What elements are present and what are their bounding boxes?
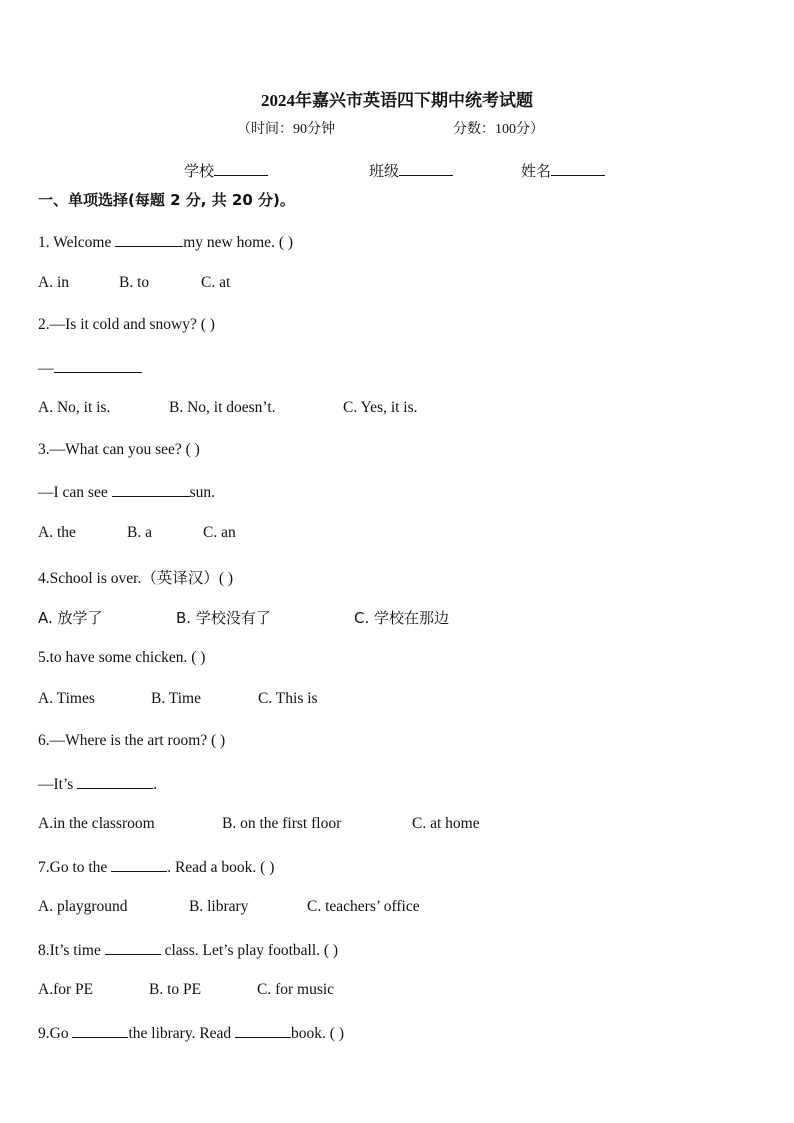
question-3 [38,441,200,459]
question-6-answer [38,774,157,794]
question-5-options [38,690,318,708]
option-a[interactable]: A. playground [38,898,128,915]
page-title: 2024年嘉兴市英语四下期中统考试题 [261,91,533,110]
school-field: 学校 [184,160,268,181]
option-c[interactable]: C. at home [412,815,480,832]
question-stem: 7.Go to the [38,859,108,876]
option-a[interactable]: A. in [38,274,69,291]
question-8 [38,940,338,960]
option-c[interactable]: C. at [201,274,231,291]
answer-prefix: —It’s [38,776,74,793]
answer-suffix: sun. [189,484,216,501]
name-field: 姓名 [521,160,605,181]
question-stem: 3.—What can you see? ( ) [38,441,200,458]
question-6 [38,732,225,750]
question-stem: 8.It’s time [38,942,101,959]
question-stem: 5.to have some chicken. ( ) [38,649,206,666]
option-a[interactable]: A. the [38,524,76,541]
option-c[interactable]: C. This is [258,690,318,707]
option-a[interactable]: A. 放学了 [38,609,103,627]
option-a[interactable]: A.for PE [38,981,94,998]
question-3-options [38,524,236,542]
question-7-options [38,898,420,916]
question-2-answer [38,358,142,378]
option-b[interactable]: B. 学校没有了 [176,609,271,627]
option-c[interactable]: C. an [203,524,236,541]
question-2 [38,316,215,334]
question-stem: 6.—Where is the art room? ( ) [38,732,226,749]
option-b[interactable]: B. on the first floor [222,815,342,832]
option-b[interactable]: B. a [127,524,152,541]
option-b[interactable]: B. to [119,274,150,291]
total-score: 分数：100分） [453,122,544,137]
question-5 [38,649,205,667]
question-6-options [38,815,480,833]
option-b[interactable]: B. library [189,898,249,915]
answer-blank[interactable] [54,358,142,373]
question-4 [38,566,233,588]
option-c[interactable]: C. Yes, it is. [343,399,418,416]
time-limit: （时间：90分钟 [237,122,335,137]
class-field: 班级 [369,160,453,181]
question-7 [38,857,274,877]
question-tail-2: book. ( ) [291,1025,344,1042]
option-a[interactable]: A.in the classroom [38,815,155,832]
section-heading: 一、单项选择(每题 2 分, 共 20 分)。 [38,191,295,209]
question-tail: . Read a book. ( ) [167,859,275,876]
answer-prefix: — [38,360,54,377]
question-stem: 4.School is over.（英译汉）( ) [38,570,234,587]
answer-blank[interactable] [111,857,167,872]
answer-blank-2[interactable] [235,1023,291,1038]
option-a[interactable]: A. Times [38,690,95,707]
option-a[interactable]: A. No, it is. [38,399,111,416]
question-stem: 9.Go [38,1025,69,1042]
question-3-answer [38,482,215,502]
option-b[interactable]: B. Time [151,690,201,707]
question-8-options [38,981,334,999]
answer-blank[interactable] [112,482,190,497]
option-b[interactable]: B. No, it doesn’t. [169,399,276,416]
question-4-options [38,607,449,628]
question-tail: my new home. ( ) [183,234,294,251]
question-9 [38,1023,344,1043]
question-tail: class. Let’s play football. ( ) [164,942,339,959]
question-2-options [38,399,418,417]
question-1-options [38,274,230,292]
option-c[interactable]: C. 学校在那边 [354,609,450,627]
option-b[interactable]: B. to PE [149,981,202,998]
answer-blank[interactable] [105,940,161,955]
question-stem: 2.—Is it cold and snowy? ( ) [38,316,215,333]
question-tail: the library. Read [128,1025,232,1042]
answer-blank[interactable] [77,774,153,789]
answer-suffix: . [153,776,158,793]
option-c[interactable]: C. for music [257,981,335,998]
answer-blank[interactable] [72,1023,128,1038]
answer-prefix: —I can see [38,484,108,501]
question-stem: 1. Welcome [38,234,112,251]
answer-blank[interactable] [115,232,183,247]
question-1 [38,232,293,252]
option-c[interactable]: C. teachers’ office [307,898,420,915]
